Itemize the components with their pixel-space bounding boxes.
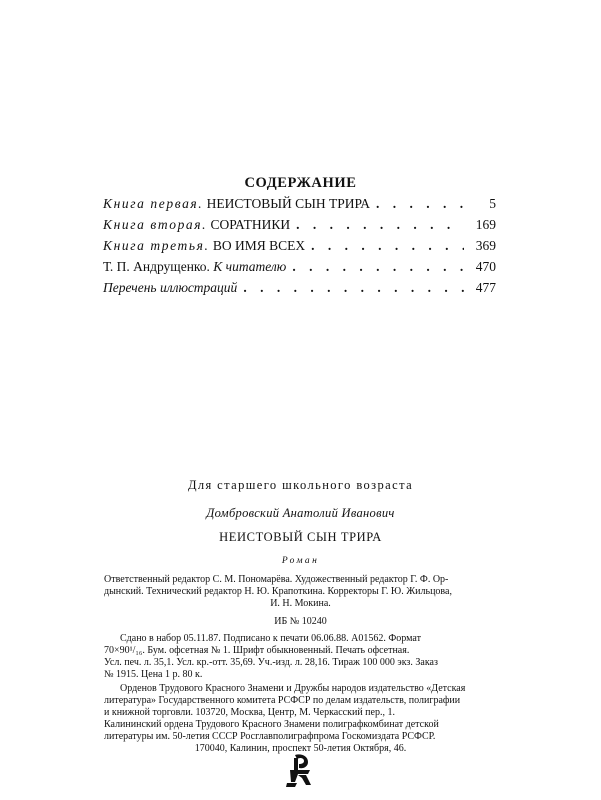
toc-entry-prefix: Т. П. Андрущенко. xyxy=(103,259,210,274)
editors-line: Ответственный редактор С. М. Пономарёва. Художественный редактор Г. Ф. Ор- xyxy=(104,574,449,585)
publisher-line: Калининский ордена Трудового Красного Знамени полиграфкомбинат детской xyxy=(104,719,439,730)
publisher-logo-icon xyxy=(281,752,319,790)
dot-leader xyxy=(286,259,464,275)
editors-line: дынский. Технический редактор Н. Ю. Крапоткина. Корректоры Г. Ю. Жильцова, xyxy=(104,586,452,597)
table-of-contents xyxy=(103,196,496,301)
toc-entry-book-3 xyxy=(103,238,496,259)
toc-entry-book-2 xyxy=(103,217,496,238)
dot-leader xyxy=(290,217,464,233)
toc-entry-page: 169 xyxy=(475,217,496,232)
toc-entry-prefix: Книга третья. xyxy=(103,238,210,253)
dot-leader xyxy=(237,280,464,296)
toc-entry-page: 5 xyxy=(489,196,496,211)
toc-entry-page: 477 xyxy=(475,280,496,295)
publisher-info xyxy=(104,683,497,755)
print-details xyxy=(104,633,497,681)
dot-leader xyxy=(370,196,464,212)
toc-entry-page: 369 xyxy=(475,238,496,253)
toc-entry-prefix: Книга первая. xyxy=(103,196,204,211)
publisher-line: и книжной торговли. 103720, Москва, Центр, М. Черкасский пер., 1. xyxy=(104,707,395,718)
print-details-line: 70×90¹/₁₆. Бум. офсетная № 1. Шрифт обыкновенный. Печать офсетная. xyxy=(104,645,410,656)
print-details-line: Сдано в набор 05.11.87. Подписано к печати 06.06.88. А01562. Формат xyxy=(120,633,421,644)
publisher-line: литературы им. 50-летия СССР Росглавполиграфпрома Госкомиздата РСФСР. xyxy=(104,731,436,742)
toc-entry-title: Перечень иллюстраций xyxy=(103,280,238,295)
toc-entry-afterword xyxy=(103,259,496,280)
author-name: Домбровский Анатолий Иванович xyxy=(206,506,395,520)
publisher-line: Орденов Трудового Красного Знамени и Дружбы народов издательство «Детская xyxy=(120,683,466,694)
book-title: НЕИСТОВЫЙ СЫН ТРИРА xyxy=(219,530,382,544)
toc-entry-title: НЕИСТОВЫЙ СЫН ТРИРА xyxy=(206,196,371,211)
toc-entry-prefix: Книга вторая. xyxy=(103,217,208,232)
dot-leader xyxy=(305,238,464,254)
publisher-line: литература» Государственного комитета РСФСР по делам издательств, полиграфии xyxy=(104,695,461,706)
editors-credits xyxy=(104,574,497,610)
toc-entry-illustrations xyxy=(103,280,496,301)
publisher-line: 170040, Калинин, проспект 50-летия Октября, 46. xyxy=(194,743,407,754)
contents-heading: СОДЕРЖАНИЕ xyxy=(244,175,357,191)
editors-line: И. Н. Мокина. xyxy=(270,598,331,609)
print-details-line: Усл. печ. л. 35,1. Усл. кр.-отт. 35,69. Уч.-изд. л. 28,16. Тираж 100 000 экз. Заказ xyxy=(104,657,438,668)
toc-entry-book-1 xyxy=(103,196,496,217)
toc-entry-title: ВО ИМЯ ВСЕХ xyxy=(212,238,306,253)
genre-label: Роман xyxy=(281,556,320,566)
toc-entry-page: 470 xyxy=(475,259,496,274)
toc-entry-title: СОРАТНИКИ xyxy=(210,217,291,232)
print-details-line: № 1915. Цена 1 р. 80 к. xyxy=(104,669,203,680)
audience-note: Для старшего школьного возраста xyxy=(187,478,414,492)
ib-number: ИБ № 10240 xyxy=(274,616,327,627)
toc-entry-title: К читателю xyxy=(213,259,287,274)
